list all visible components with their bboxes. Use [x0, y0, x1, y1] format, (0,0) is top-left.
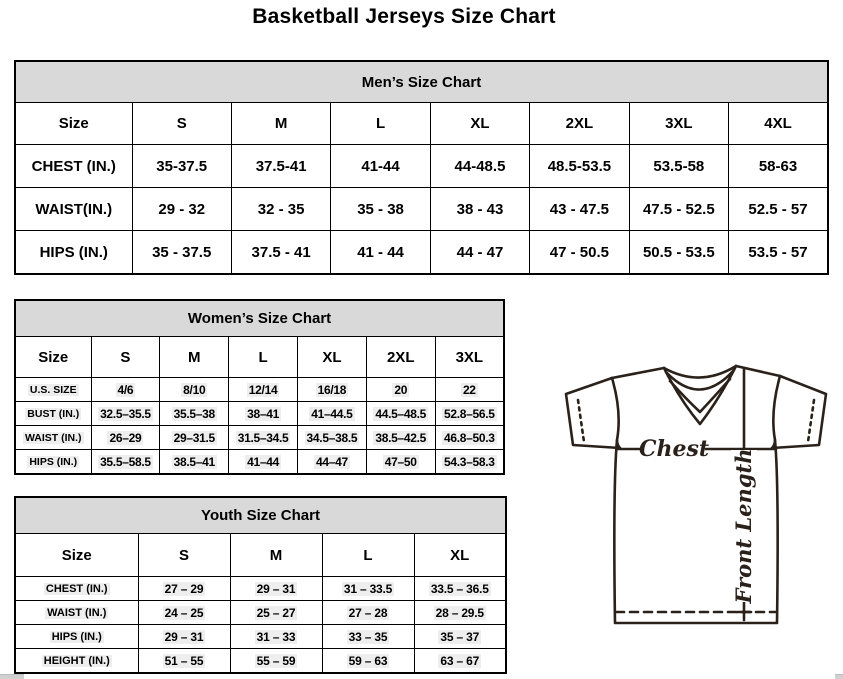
row-label-cell: BUST (IN.) [15, 402, 91, 426]
size-value-cell: 55 – 59 [230, 649, 322, 674]
size-value-cell: 63 – 67 [414, 649, 506, 674]
size-value-cell: 52.8–56.5 [435, 402, 504, 426]
youth-waist-row [15, 601, 506, 625]
size-value-cell: 29 - 32 [132, 188, 231, 231]
jersey-collar-back-curve [664, 366, 736, 378]
size-value-cell: 41 - 44 [331, 231, 430, 275]
jersey-right-shoulder [736, 366, 780, 376]
size-value-cell: 33 – 35 [322, 625, 414, 649]
size-value-cell: 32 - 35 [231, 188, 330, 231]
size-value-cell: 12/14 [229, 378, 298, 402]
row-label-cell: HIPS (IN.) [15, 231, 132, 275]
size-col-header: Size [15, 534, 138, 577]
size-value-cell: 37.5-41 [231, 145, 330, 188]
row-label-cell: WAIST (IN.) [15, 426, 91, 450]
jersey-right-sleeve-seam [772, 376, 780, 448]
womens-waist-row [15, 426, 504, 450]
youth-table-header-bar [15, 497, 506, 534]
front-length-label: Front Length [731, 448, 756, 604]
jersey-left-shoulder [612, 368, 664, 378]
womens-size-header-row [15, 337, 504, 378]
size-col-header: XL [297, 337, 366, 378]
size-value-cell: 32.5–35.5 [91, 402, 160, 426]
row-label-cell: CHEST (IN.) [15, 577, 138, 601]
jersey-left-sleeve [566, 378, 620, 448]
size-value-cell: 44 - 47 [430, 231, 529, 275]
size-value-cell: 41–44.5 [297, 402, 366, 426]
size-value-cell: 38 - 43 [430, 188, 529, 231]
size-value-cell: 38.5–42.5 [366, 426, 435, 450]
chest-label: Chest [638, 436, 710, 462]
size-col-header: 3XL [435, 337, 504, 378]
youth-hips-row [15, 625, 506, 649]
size-value-cell: 44.5–48.5 [366, 402, 435, 426]
size-value-cell: 50.5 - 53.5 [629, 231, 728, 275]
size-col-header: 3XL [629, 103, 728, 145]
size-col-header: M [230, 534, 322, 577]
size-col-header: S [138, 534, 230, 577]
youth-height-row [15, 649, 506, 674]
row-label-cell: WAIST(IN.) [15, 188, 132, 231]
size-col-header: Size [15, 103, 132, 145]
mens-table-header-bar [15, 61, 828, 103]
size-col-header: 2XL [530, 103, 629, 145]
size-value-cell: 28 – 29.5 [414, 601, 506, 625]
womens-size-table [14, 299, 505, 475]
youth-chest-row [15, 577, 506, 601]
row-label-cell: HEIGHT (IN.) [15, 649, 138, 674]
size-value-cell: 29 – 31 [138, 625, 230, 649]
size-col-header: L [229, 337, 298, 378]
jersey-collar-outer-v [664, 366, 736, 424]
size-col-header: M [160, 337, 229, 378]
size-value-cell: 43 - 47.5 [530, 188, 629, 231]
size-col-header: L [331, 103, 430, 145]
size-value-cell: 34.5–38.5 [297, 426, 366, 450]
size-value-cell: 22 [435, 378, 504, 402]
mens-size-table [14, 60, 829, 275]
size-value-cell: 58-63 [729, 145, 828, 188]
scrollbar-fragment-right[interactable] [835, 674, 843, 679]
womens-table-title: Women’s Size Chart [15, 300, 504, 337]
size-col-header: S [91, 337, 160, 378]
row-label-cell: HIPS (IN.) [15, 450, 91, 475]
row-label-cell: CHEST (IN.) [15, 145, 132, 188]
size-value-cell: 37.5 - 41 [231, 231, 330, 275]
mens-hips-row [15, 231, 828, 275]
size-value-cell: 53.5-58 [629, 145, 728, 188]
size-value-cell: 59 – 63 [322, 649, 414, 674]
size-value-cell: 38.5–41 [160, 450, 229, 475]
size-value-cell: 31.5–34.5 [229, 426, 298, 450]
row-label-cell: HIPS (IN.) [15, 625, 138, 649]
size-col-header: XL [430, 103, 529, 145]
size-value-cell: 29–31.5 [160, 426, 229, 450]
size-value-cell: 8/10 [160, 378, 229, 402]
size-value-cell: 35 – 37 [414, 625, 506, 649]
row-label-cell: WAIST (IN.) [15, 601, 138, 625]
size-col-header: XL [414, 534, 506, 577]
size-value-cell: 46.8–50.3 [435, 426, 504, 450]
page-title: Basketball Jerseys Size Chart [252, 5, 556, 28]
size-value-cell: 33.5 – 36.5 [414, 577, 506, 601]
mens-table-title: Men’s Size Chart [15, 61, 828, 103]
size-col-header: Size [15, 337, 91, 378]
size-value-cell: 41-44 [331, 145, 430, 188]
jersey-left-sleeve-seam [612, 378, 620, 448]
size-value-cell: 29 – 31 [230, 577, 322, 601]
size-value-cell: 48.5-53.5 [530, 145, 629, 188]
jersey-left-sleeve-stitch [578, 400, 584, 442]
size-col-header: L [322, 534, 414, 577]
youth-size-header-row [15, 534, 506, 577]
size-value-cell: 54.3–58.3 [435, 450, 504, 475]
size-value-cell: 25 – 27 [230, 601, 322, 625]
size-value-cell: 38–41 [229, 402, 298, 426]
size-value-cell: 31 – 33.5 [322, 577, 414, 601]
womens-ussize-row [15, 378, 504, 402]
size-col-header: 2XL [366, 337, 435, 378]
jersey-measurement-diagram [556, 354, 843, 654]
size-value-cell: 24 – 25 [138, 601, 230, 625]
size-value-cell: 44-48.5 [430, 145, 529, 188]
size-value-cell: 35 - 38 [331, 188, 430, 231]
size-value-cell: 41–44 [229, 450, 298, 475]
size-value-cell: 27 – 29 [138, 577, 230, 601]
mens-size-header-row [15, 103, 828, 145]
size-value-cell: 16/18 [297, 378, 366, 402]
size-value-cell: 47 - 50.5 [530, 231, 629, 275]
size-col-header: S [132, 103, 231, 145]
size-value-cell: 35 - 37.5 [132, 231, 231, 275]
size-col-header: M [231, 103, 330, 145]
size-value-cell: 47.5 - 52.5 [629, 188, 728, 231]
size-value-cell: 53.5 - 57 [729, 231, 828, 275]
size-value-cell: 51 – 55 [138, 649, 230, 674]
size-value-cell: 35-37.5 [132, 145, 231, 188]
youth-table-title: Youth Size Chart [15, 497, 506, 534]
womens-hips-row [15, 450, 504, 475]
size-value-cell: 52.5 - 57 [729, 188, 828, 231]
scrollbar-fragment-left[interactable] [0, 674, 24, 679]
youth-size-table [14, 496, 507, 674]
size-col-header: 4XL [729, 103, 828, 145]
size-value-cell: 4/6 [91, 378, 160, 402]
size-value-cell: 35.5–58.5 [91, 450, 160, 475]
size-value-cell: 26–29 [91, 426, 160, 450]
mens-chest-row [15, 145, 828, 188]
row-label-cell: U.S. SIZE [15, 378, 91, 402]
jersey-right-sleeve-stitch [808, 400, 814, 442]
size-value-cell: 44–47 [297, 450, 366, 475]
jersey-right-sleeve [772, 376, 826, 448]
size-value-cell: 47–50 [366, 450, 435, 475]
size-value-cell: 27 – 28 [322, 601, 414, 625]
size-value-cell: 20 [366, 378, 435, 402]
mens-waist-row [15, 188, 828, 231]
size-value-cell: 31 – 33 [230, 625, 322, 649]
womens-table-header-bar [15, 300, 504, 337]
size-value-cell: 35.5–38 [160, 402, 229, 426]
womens-bust-row [15, 402, 504, 426]
